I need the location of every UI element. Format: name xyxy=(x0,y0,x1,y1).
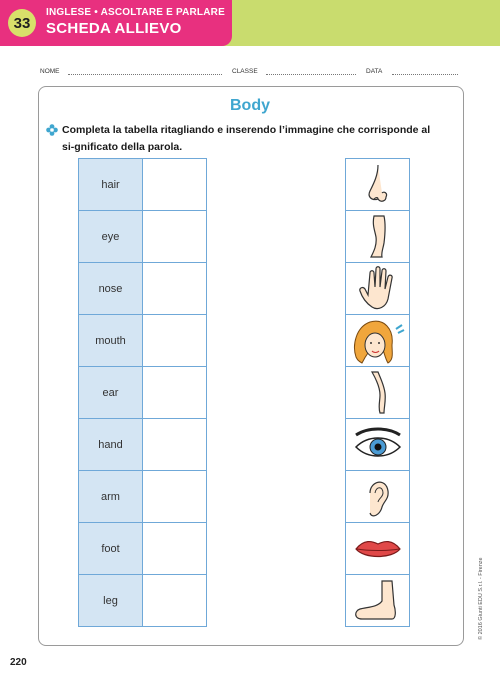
header-title-block xyxy=(0,0,232,46)
table-row xyxy=(79,523,207,575)
eye-icon xyxy=(348,421,408,469)
answer-cell[interactable] xyxy=(143,471,207,523)
word-cell: arm xyxy=(79,471,143,523)
word-cell: ear xyxy=(79,367,143,419)
flower-icon xyxy=(46,124,58,136)
ear-icon xyxy=(348,473,408,521)
table-row xyxy=(346,523,410,575)
word-cell: hair xyxy=(79,159,143,211)
arm-picture[interactable] xyxy=(346,367,410,419)
table-row xyxy=(346,263,410,315)
table-row xyxy=(346,159,410,211)
picture-table xyxy=(345,158,410,627)
sheet-title: Body xyxy=(230,97,270,114)
word-cell: nose xyxy=(79,263,143,315)
hair-icon xyxy=(348,317,408,365)
word-cell: hand xyxy=(79,419,143,471)
leg-icon xyxy=(348,213,408,261)
table-row xyxy=(79,159,207,211)
hair-picture[interactable] xyxy=(346,315,410,367)
class-label: CLASSE xyxy=(232,68,258,75)
class-field[interactable] xyxy=(266,74,356,75)
mouth-icon xyxy=(348,525,408,573)
eye-picture[interactable] xyxy=(346,419,410,471)
table-row xyxy=(346,211,410,263)
table-row xyxy=(346,315,410,367)
table-row xyxy=(346,471,410,523)
arm-icon xyxy=(348,369,408,417)
word-cell: eye xyxy=(79,211,143,263)
ear-picture[interactable] xyxy=(346,471,410,523)
mouth-picture[interactable] xyxy=(346,523,410,575)
name-field[interactable] xyxy=(68,74,222,75)
name-label: NOME xyxy=(40,68,60,75)
word-cell: mouth xyxy=(79,315,143,367)
table-row xyxy=(79,211,207,263)
word-cell: foot xyxy=(79,523,143,575)
table-row xyxy=(346,575,410,627)
hand-picture[interactable] xyxy=(346,263,410,315)
page-number: 220 xyxy=(10,657,27,668)
copyright-text: © 2016 Giunti EDU S.r.l. - Firenze xyxy=(478,557,484,640)
table-row xyxy=(346,419,410,471)
table-row xyxy=(79,263,207,315)
table-row xyxy=(79,419,207,471)
table-row xyxy=(79,471,207,523)
nose-icon xyxy=(348,161,408,209)
foot-picture[interactable] xyxy=(346,575,410,627)
leg-picture[interactable] xyxy=(346,211,410,263)
hand-icon xyxy=(348,265,408,313)
answer-cell[interactable] xyxy=(143,159,207,211)
table-row xyxy=(79,315,207,367)
table-row xyxy=(79,367,207,419)
table-row xyxy=(346,367,410,419)
answer-cell[interactable] xyxy=(143,419,207,471)
answer-cell[interactable] xyxy=(143,315,207,367)
word-cell: leg xyxy=(79,575,143,627)
sheet-number-badge: 33 xyxy=(8,9,36,37)
answer-cell[interactable] xyxy=(143,575,207,627)
word-table xyxy=(78,158,207,627)
answer-cell[interactable] xyxy=(143,263,207,315)
header-subtitle: INGLESE • ASCOLTARE E PARLARE xyxy=(46,7,225,18)
instruction-text: Completa la tabella ritagliando e inserendo l’immagine che corrisponde al si-gnificato della parola. xyxy=(62,124,431,153)
header-title: SCHEDA ALLIEVO xyxy=(46,20,182,37)
foot-icon xyxy=(348,577,408,625)
table-row xyxy=(79,575,207,627)
date-label: DATA xyxy=(366,68,383,75)
nose-picture[interactable] xyxy=(346,159,410,211)
date-field[interactable] xyxy=(392,74,458,75)
answer-cell[interactable] xyxy=(143,211,207,263)
answer-cell[interactable] xyxy=(143,523,207,575)
answer-cell[interactable] xyxy=(143,367,207,419)
